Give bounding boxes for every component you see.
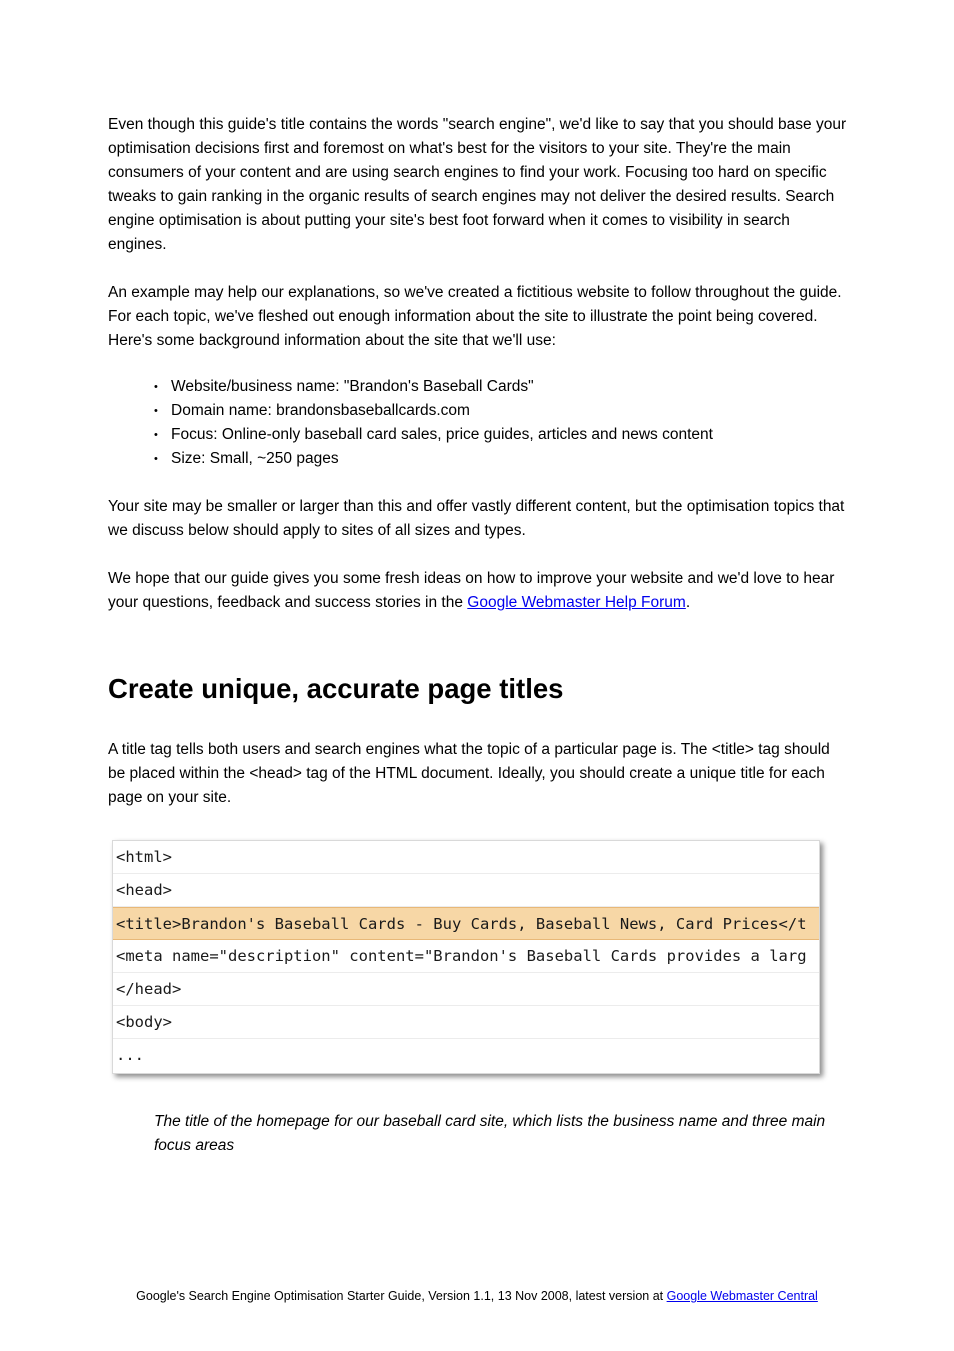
- page-footer: [0, 1287, 954, 1305]
- code-line: <body>: [113, 1006, 819, 1039]
- code-line-highlighted: <title>Brandon's Baseball Cards - Buy Cards, Baseball News, Card Prices</t: [113, 907, 819, 940]
- footer-text: Google's Search Engine Optimisation Starter Guide, Version 1.1, 13 Nov 2008, latest version at: [136, 1289, 667, 1303]
- code-line: <meta name="description" content="Brandon's Baseball Cards provides a larg: [113, 940, 819, 973]
- site-info-list: [108, 375, 713, 471]
- section-paragraph: A title tag tells both users and search engines what the topic of a particular page is. The <title> tag should be placed within the <head> tag of the HTML document. Ideally, you should create a unique title for each page on your site.: [108, 741, 830, 806]
- code-line: ...: [116, 1046, 144, 1064]
- code-screenshot: [112, 840, 820, 1074]
- intro-paragraph-2: An example may help our explanations, so we've created a fictitious website to follow throughout the guide. For each topic, we've fleshed out enough information about the site to illustrate the point being covered. Here's some background information about the site that we'll use:: [108, 284, 842, 349]
- webmaster-central-link[interactable]: Google Webmaster Central: [666, 1289, 818, 1303]
- code-line: <head>: [113, 874, 819, 907]
- intro-paragraph-1: Even though this guide's title contains the words "search engine", we'd like to say that you should base your optimisation decisions first and foremost on what's best for the visitors to your site. They're the main consumers of your content and are using search engines to find your work. Focusing too hard on specific tweaks to gain ranking in the organic results of search engines may not deliver the desired results. Search engine optimisation is about putting your site's best foot forward when it comes to visibility in search engines.: [108, 116, 847, 253]
- list-item: • Website/business name: "Brandon's Baseball Cards": [108, 375, 713, 399]
- list-item: • Size: Small, ~250 pages: [108, 447, 713, 471]
- intro-paragraph-4: [108, 567, 848, 615]
- code-line: <html>: [113, 841, 819, 874]
- intro-paragraph-3: Your site may be smaller or larger than this and offer vastly different content, but the optimisation topics that we discuss below should apply to sites of all sizes and types.: [108, 498, 845, 539]
- section-heading: Create unique, accurate page titles: [108, 673, 564, 704]
- code-line: </head>: [113, 973, 819, 1006]
- figure-caption: The title of the homepage for our baseball card site, which lists the business name and three main focus areas: [154, 1113, 826, 1154]
- webmaster-help-forum-link[interactable]: Google Webmaster Help Forum: [467, 594, 686, 611]
- list-item: • Domain name: brandonsbaseballcards.com: [108, 399, 713, 423]
- list-item: • Focus: Online-only baseball card sales, price guides, articles and news content: [108, 423, 713, 447]
- paragraph-text: .: [685, 594, 691, 611]
- paragraph-text: We hope that our guide gives you some fresh ideas on how to improve your website and we'd love to hear your questions, feedback and success stories in the: [108, 570, 835, 611]
